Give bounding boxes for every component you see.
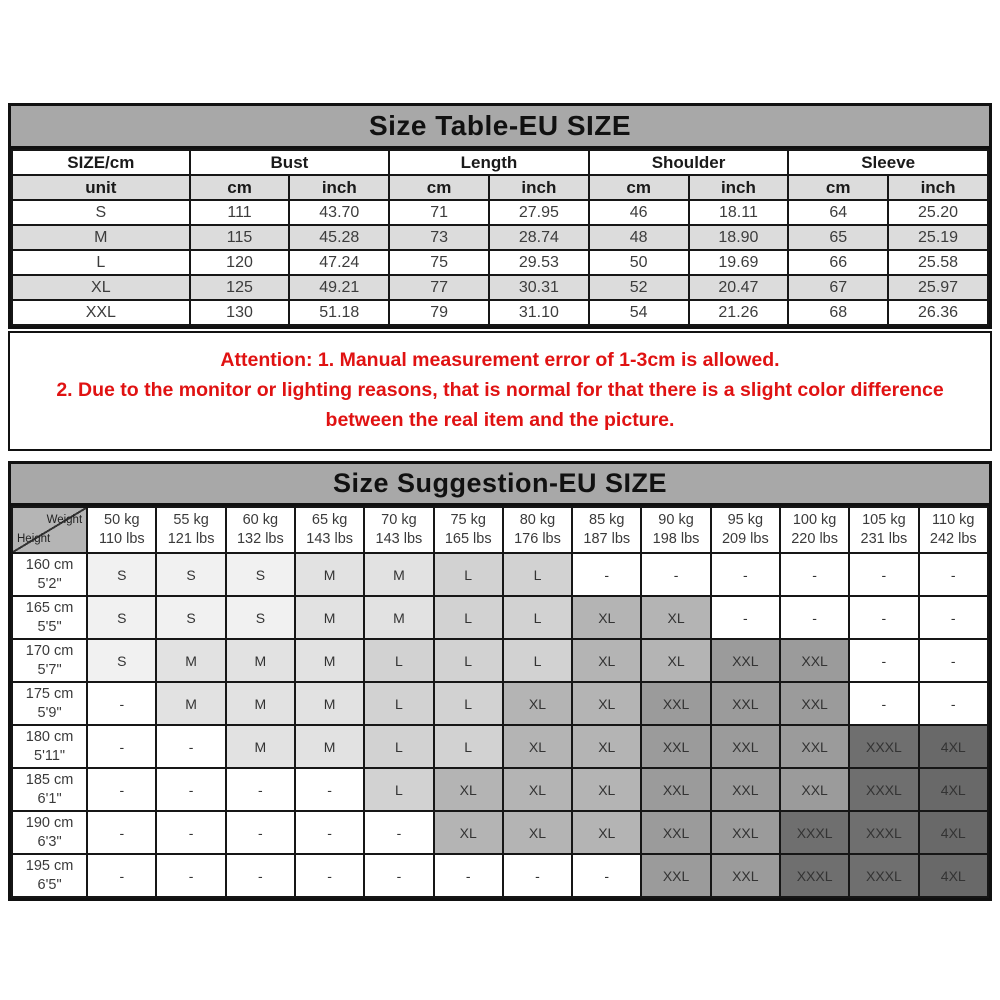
unit-header: cm: [190, 175, 290, 200]
suggestion-cell: S: [87, 639, 156, 682]
size-table-unit-row: [12, 175, 988, 200]
suggestion-cell: XXXL: [849, 854, 918, 897]
suggestion-cell-empty: -: [849, 639, 918, 682]
suggestion-cell: XL: [641, 639, 710, 682]
suggestion-cell: XL: [572, 768, 641, 811]
suggestion-cell: S: [87, 596, 156, 639]
measure-value: 46: [589, 200, 689, 225]
measure-value: 130: [190, 300, 290, 325]
measure-group-header: Shoulder: [589, 150, 789, 175]
suggestion-cell: 4XL: [919, 768, 988, 811]
weight-height-corner: [12, 507, 87, 553]
measure-value: 28.74: [489, 225, 589, 250]
measure-value: 67: [788, 275, 888, 300]
height-header: [12, 725, 87, 768]
height-ft: 5'9": [37, 704, 62, 721]
suggestion-cell: L: [434, 553, 503, 596]
suggestion-cell-empty: -: [87, 811, 156, 854]
weight-header: [919, 507, 988, 553]
size-table-box: [8, 103, 992, 329]
suggestion-cell-empty: -: [503, 854, 572, 897]
weight-kg: 75 kg: [450, 512, 486, 528]
suggestion-cell: M: [364, 596, 433, 639]
suggestion-row-180cm: [12, 725, 988, 768]
weight-header: [87, 507, 156, 553]
suggestion-cell: XL: [434, 768, 503, 811]
suggestion-cell: L: [364, 682, 433, 725]
weight-header: [780, 507, 849, 553]
weight-header: [295, 507, 364, 553]
suggestion-cell-empty: -: [711, 553, 780, 596]
measure-value: 18.11: [689, 200, 789, 225]
suggestion-cell-empty: -: [641, 553, 710, 596]
suggestion-cell: XL: [434, 811, 503, 854]
suggestion-cell: XXL: [711, 725, 780, 768]
suggestion-cell: XXL: [780, 682, 849, 725]
weight-lbs: 220 lbs: [791, 531, 838, 547]
attention-note: [8, 331, 992, 451]
suggestion-cell: L: [503, 553, 572, 596]
suggestion-cell-empty: -: [711, 596, 780, 639]
suggestion-cell: L: [434, 682, 503, 725]
suggestion-cell: M: [295, 725, 364, 768]
weight-header: [503, 507, 572, 553]
weight-kg: 80 kg: [519, 512, 556, 528]
measure-value: 66: [788, 250, 888, 275]
corner-weight-label: Weight: [46, 514, 83, 526]
weight-kg: 95 kg: [727, 512, 764, 528]
height-cm: 165 cm: [25, 599, 74, 616]
weight-lbs: 143 lbs: [306, 531, 354, 547]
suggestion-cell-empty: -: [919, 553, 988, 596]
weight-lbs: 143 lbs: [375, 531, 423, 547]
suggestion-cell: S: [156, 553, 225, 596]
suggestion-cell: XXL: [711, 639, 780, 682]
measure-value: 64: [788, 200, 888, 225]
suggestion-cell-empty: -: [156, 854, 225, 897]
measure-value: 47.24: [289, 250, 389, 275]
suggestion-cell: XXL: [711, 768, 780, 811]
size-table-row-m: [12, 225, 988, 250]
suggestion-cell-empty: -: [919, 596, 988, 639]
height-header: [12, 596, 87, 639]
height-ft: 5'2": [37, 575, 62, 592]
suggestion-cell: L: [503, 596, 572, 639]
weight-kg: 55 kg: [173, 512, 209, 528]
suggestion-cell: M: [364, 553, 433, 596]
weight-header: [226, 507, 295, 553]
height-cm: 190 cm: [25, 814, 74, 831]
suggestion-cell: S: [226, 596, 295, 639]
size-table-header-row: [12, 150, 988, 175]
measure-value: 20.47: [689, 275, 789, 300]
weight-lbs: 242 lbs: [929, 531, 977, 547]
suggestion-cell: XL: [572, 725, 641, 768]
measure-group-header: Sleeve: [788, 150, 988, 175]
suggestion-cell-empty: -: [364, 811, 433, 854]
suggestion-cell: L: [434, 596, 503, 639]
suggestion-cell-empty: -: [919, 682, 988, 725]
suggestion-cell: L: [434, 725, 503, 768]
weight-header: [711, 507, 780, 553]
suggestion-row-170cm: [12, 639, 988, 682]
suggestion-cell-empty: -: [849, 596, 918, 639]
suggestion-cell: L: [434, 639, 503, 682]
measure-value: 50: [589, 250, 689, 275]
measure-value: 115: [190, 225, 290, 250]
suggestion-cell: L: [364, 639, 433, 682]
weight-header: [156, 507, 225, 553]
unit-header: inch: [289, 175, 389, 200]
suggestion-cell: XL: [503, 811, 572, 854]
suggestion-cell: L: [503, 639, 572, 682]
measure-value: 26.36: [888, 300, 988, 325]
weight-kg: 85 kg: [589, 512, 625, 528]
suggestion-cell: L: [364, 768, 433, 811]
height-cm: 185 cm: [25, 771, 74, 788]
weight-lbs: 165 lbs: [444, 531, 492, 547]
size-label: M: [12, 225, 190, 250]
height-header: [12, 553, 87, 596]
size-label: L: [12, 250, 190, 275]
height-header: [12, 768, 87, 811]
suggestion-cell: XL: [503, 725, 572, 768]
measure-value: 52: [589, 275, 689, 300]
measure-value: 25.58: [888, 250, 988, 275]
suggestion-cell: XXL: [641, 682, 710, 725]
suggestion-cell-empty: -: [295, 854, 364, 897]
suggestion-cell: XXL: [711, 811, 780, 854]
suggestion-cell-empty: -: [156, 811, 225, 854]
suggestion-cell: XL: [503, 682, 572, 725]
weight-header: [434, 507, 503, 553]
height-ft: 5'5": [37, 618, 62, 635]
measure-value: 51.18: [289, 300, 389, 325]
suggestion-cell-empty: -: [156, 725, 225, 768]
suggestion-cell-empty: -: [572, 854, 641, 897]
measure-value: 65: [788, 225, 888, 250]
weight-kg: 90 kg: [658, 512, 694, 528]
weight-kg: 50 kg: [104, 512, 140, 528]
weight-lbs: 187 lbs: [583, 531, 631, 547]
suggestion-cell: M: [295, 682, 364, 725]
weight-lbs: 176 lbs: [514, 531, 561, 547]
suggestion-cell: XXL: [780, 639, 849, 682]
suggestion-cell: XL: [572, 639, 641, 682]
suggestion-cell: 4XL: [919, 725, 988, 768]
weight-header: [364, 507, 433, 553]
height-cm: 160 cm: [25, 556, 74, 573]
suggestion-cell-empty: -: [295, 811, 364, 854]
measure-value: 25.19: [888, 225, 988, 250]
suggestion-cell: M: [226, 682, 295, 725]
suggestion-cell-empty: -: [849, 682, 918, 725]
height-header: [12, 854, 87, 897]
measure-value: 48: [589, 225, 689, 250]
suggestion-header-row: [12, 507, 988, 553]
suggestion-cell-empty: -: [156, 768, 225, 811]
measure-value: 43.70: [289, 200, 389, 225]
suggestion-row-165cm: [12, 596, 988, 639]
suggestion-cell: XXL: [641, 725, 710, 768]
corner-height-label: Height: [17, 533, 51, 545]
size-table-title: Size Table-EU SIZE: [11, 106, 989, 149]
suggestion-row-185cm: [12, 768, 988, 811]
height-header: [12, 639, 87, 682]
measure-value: 21.26: [689, 300, 789, 325]
suggestion-cell: M: [295, 553, 364, 596]
size-table-corner-header: SIZE/cm: [12, 150, 190, 175]
measure-value: 77: [389, 275, 489, 300]
suggestion-cell: XXL: [711, 854, 780, 897]
suggestion-cell-empty: -: [780, 553, 849, 596]
suggestion-cell: XL: [503, 768, 572, 811]
suggestion-cell: XXL: [780, 725, 849, 768]
suggestion-cell: XL: [572, 682, 641, 725]
suggestion-cell: XXXL: [780, 854, 849, 897]
weight-kg: 110 kg: [932, 512, 975, 528]
size-label: XL: [12, 275, 190, 300]
suggestion-cell-empty: -: [226, 768, 295, 811]
size-table-row-xl: [12, 275, 988, 300]
measure-value: 54: [589, 300, 689, 325]
height-ft: 6'1": [37, 790, 62, 807]
suggestion-cell-empty: -: [572, 553, 641, 596]
weight-lbs: 209 lbs: [721, 531, 769, 547]
weight-kg: 60 kg: [242, 512, 279, 528]
size-label: XXL: [12, 300, 190, 325]
suggestion-cell-empty: -: [849, 553, 918, 596]
suggestion-row-160cm: [12, 553, 988, 596]
size-suggestion-table: [11, 506, 989, 898]
size-table: [11, 149, 989, 326]
suggestion-cell: XXXL: [849, 768, 918, 811]
measure-value: 25.20: [888, 200, 988, 225]
attention-line-1: Attention: 1. Manual measurement error of 1-3cm is allowed.: [220, 349, 780, 371]
height-ft: 6'3": [37, 833, 62, 850]
suggestion-cell: XXXL: [849, 725, 918, 768]
weight-lbs: 110 lbs: [98, 531, 145, 547]
suggestion-row-190cm: [12, 811, 988, 854]
suggestion-row-195cm: [12, 854, 988, 897]
suggestion-cell-empty: -: [226, 854, 295, 897]
suggestion-cell: S: [226, 553, 295, 596]
suggestion-cell: M: [295, 639, 364, 682]
suggestion-cell: XXL: [711, 682, 780, 725]
measure-value: 29.53: [489, 250, 589, 275]
measure-value: 30.31: [489, 275, 589, 300]
weight-kg: 100 kg: [792, 512, 837, 528]
height-header: [12, 682, 87, 725]
measure-value: 75: [389, 250, 489, 275]
weight-lbs: 198 lbs: [652, 531, 700, 547]
suggestion-cell-empty: -: [87, 768, 156, 811]
measure-group-header: Bust: [190, 150, 390, 175]
unit-header: inch: [689, 175, 789, 200]
suggestion-cell: M: [156, 639, 225, 682]
size-suggestion-box: [8, 461, 992, 901]
measure-value: 68: [788, 300, 888, 325]
height-ft: 6'5": [37, 876, 62, 893]
suggestion-cell-empty: -: [87, 682, 156, 725]
suggestion-cell: L: [364, 725, 433, 768]
unit-label: unit: [12, 175, 190, 200]
suggestion-cell: M: [156, 682, 225, 725]
measure-value: 79: [389, 300, 489, 325]
weight-header: [641, 507, 710, 553]
unit-header: inch: [489, 175, 589, 200]
attention-line-2: 2. Due to the monitor or lighting reasons, that is normal for that there is a slight color difference: [56, 379, 944, 401]
suggestion-cell: XXL: [641, 768, 710, 811]
measure-value: 125: [190, 275, 290, 300]
suggestion-cell: S: [87, 553, 156, 596]
height-cm: 175 cm: [25, 685, 74, 702]
suggestion-cell: M: [295, 596, 364, 639]
suggestion-cell: XXXL: [780, 811, 849, 854]
height-cm: 180 cm: [25, 728, 74, 745]
weight-kg: 65 kg: [311, 512, 348, 528]
measure-value: 111: [190, 200, 290, 225]
suggestion-cell: XL: [572, 596, 641, 639]
measure-group-header: Length: [389, 150, 589, 175]
suggestion-cell: XXL: [780, 768, 849, 811]
size-table-row-s: [12, 200, 988, 225]
size-table-row-xxl: [12, 300, 988, 325]
attention-line-3: between the real item and the picture.: [325, 409, 675, 431]
size-suggestion-title: Size Suggestion-EU SIZE: [11, 464, 989, 506]
height-cm: 170 cm: [25, 642, 74, 659]
suggestion-cell: XXXL: [849, 811, 918, 854]
unit-header: inch: [888, 175, 988, 200]
weight-lbs: 132 lbs: [236, 531, 284, 547]
measure-value: 19.69: [689, 250, 789, 275]
weight-header: [572, 507, 641, 553]
measure-value: 49.21: [289, 275, 389, 300]
unit-header: cm: [589, 175, 689, 200]
height-cm: 195 cm: [25, 857, 74, 874]
unit-header: cm: [788, 175, 888, 200]
suggestion-cell: XL: [641, 596, 710, 639]
size-label: S: [12, 200, 190, 225]
weight-lbs: 121 lbs: [167, 531, 215, 547]
unit-header: cm: [389, 175, 489, 200]
suggestion-cell: XL: [572, 811, 641, 854]
suggestion-cell-empty: -: [226, 811, 295, 854]
size-chart-page: [8, 103, 992, 901]
suggestion-row-175cm: [12, 682, 988, 725]
weight-kg: 70 kg: [381, 512, 417, 528]
suggestion-cell-empty: -: [780, 596, 849, 639]
suggestion-cell-empty: -: [87, 725, 156, 768]
measure-value: 27.95: [489, 200, 589, 225]
height-ft: 5'11": [34, 747, 66, 764]
suggestion-cell-empty: -: [295, 768, 364, 811]
suggestion-cell-empty: -: [364, 854, 433, 897]
suggestion-cell: 4XL: [919, 854, 988, 897]
height-ft: 5'7": [37, 661, 62, 678]
weight-lbs: 231 lbs: [860, 531, 908, 547]
suggestion-cell: M: [226, 639, 295, 682]
suggestion-cell: M: [226, 725, 295, 768]
measure-value: 25.97: [888, 275, 988, 300]
suggestion-cell: S: [156, 596, 225, 639]
height-header: [12, 811, 87, 854]
measure-value: 73: [389, 225, 489, 250]
weight-kg: 105 kg: [862, 512, 906, 528]
suggestion-cell: XXL: [641, 811, 710, 854]
weight-header: [849, 507, 918, 553]
measure-value: 71: [389, 200, 489, 225]
suggestion-cell-empty: -: [87, 854, 156, 897]
suggestion-cell-empty: -: [919, 639, 988, 682]
measure-value: 120: [190, 250, 290, 275]
measure-value: 31.10: [489, 300, 589, 325]
measure-value: 18.90: [689, 225, 789, 250]
suggestion-cell: 4XL: [919, 811, 988, 854]
suggestion-cell-empty: -: [434, 854, 503, 897]
size-table-row-l: [12, 250, 988, 275]
suggestion-cell: XXL: [641, 854, 710, 897]
measure-value: 45.28: [289, 225, 389, 250]
